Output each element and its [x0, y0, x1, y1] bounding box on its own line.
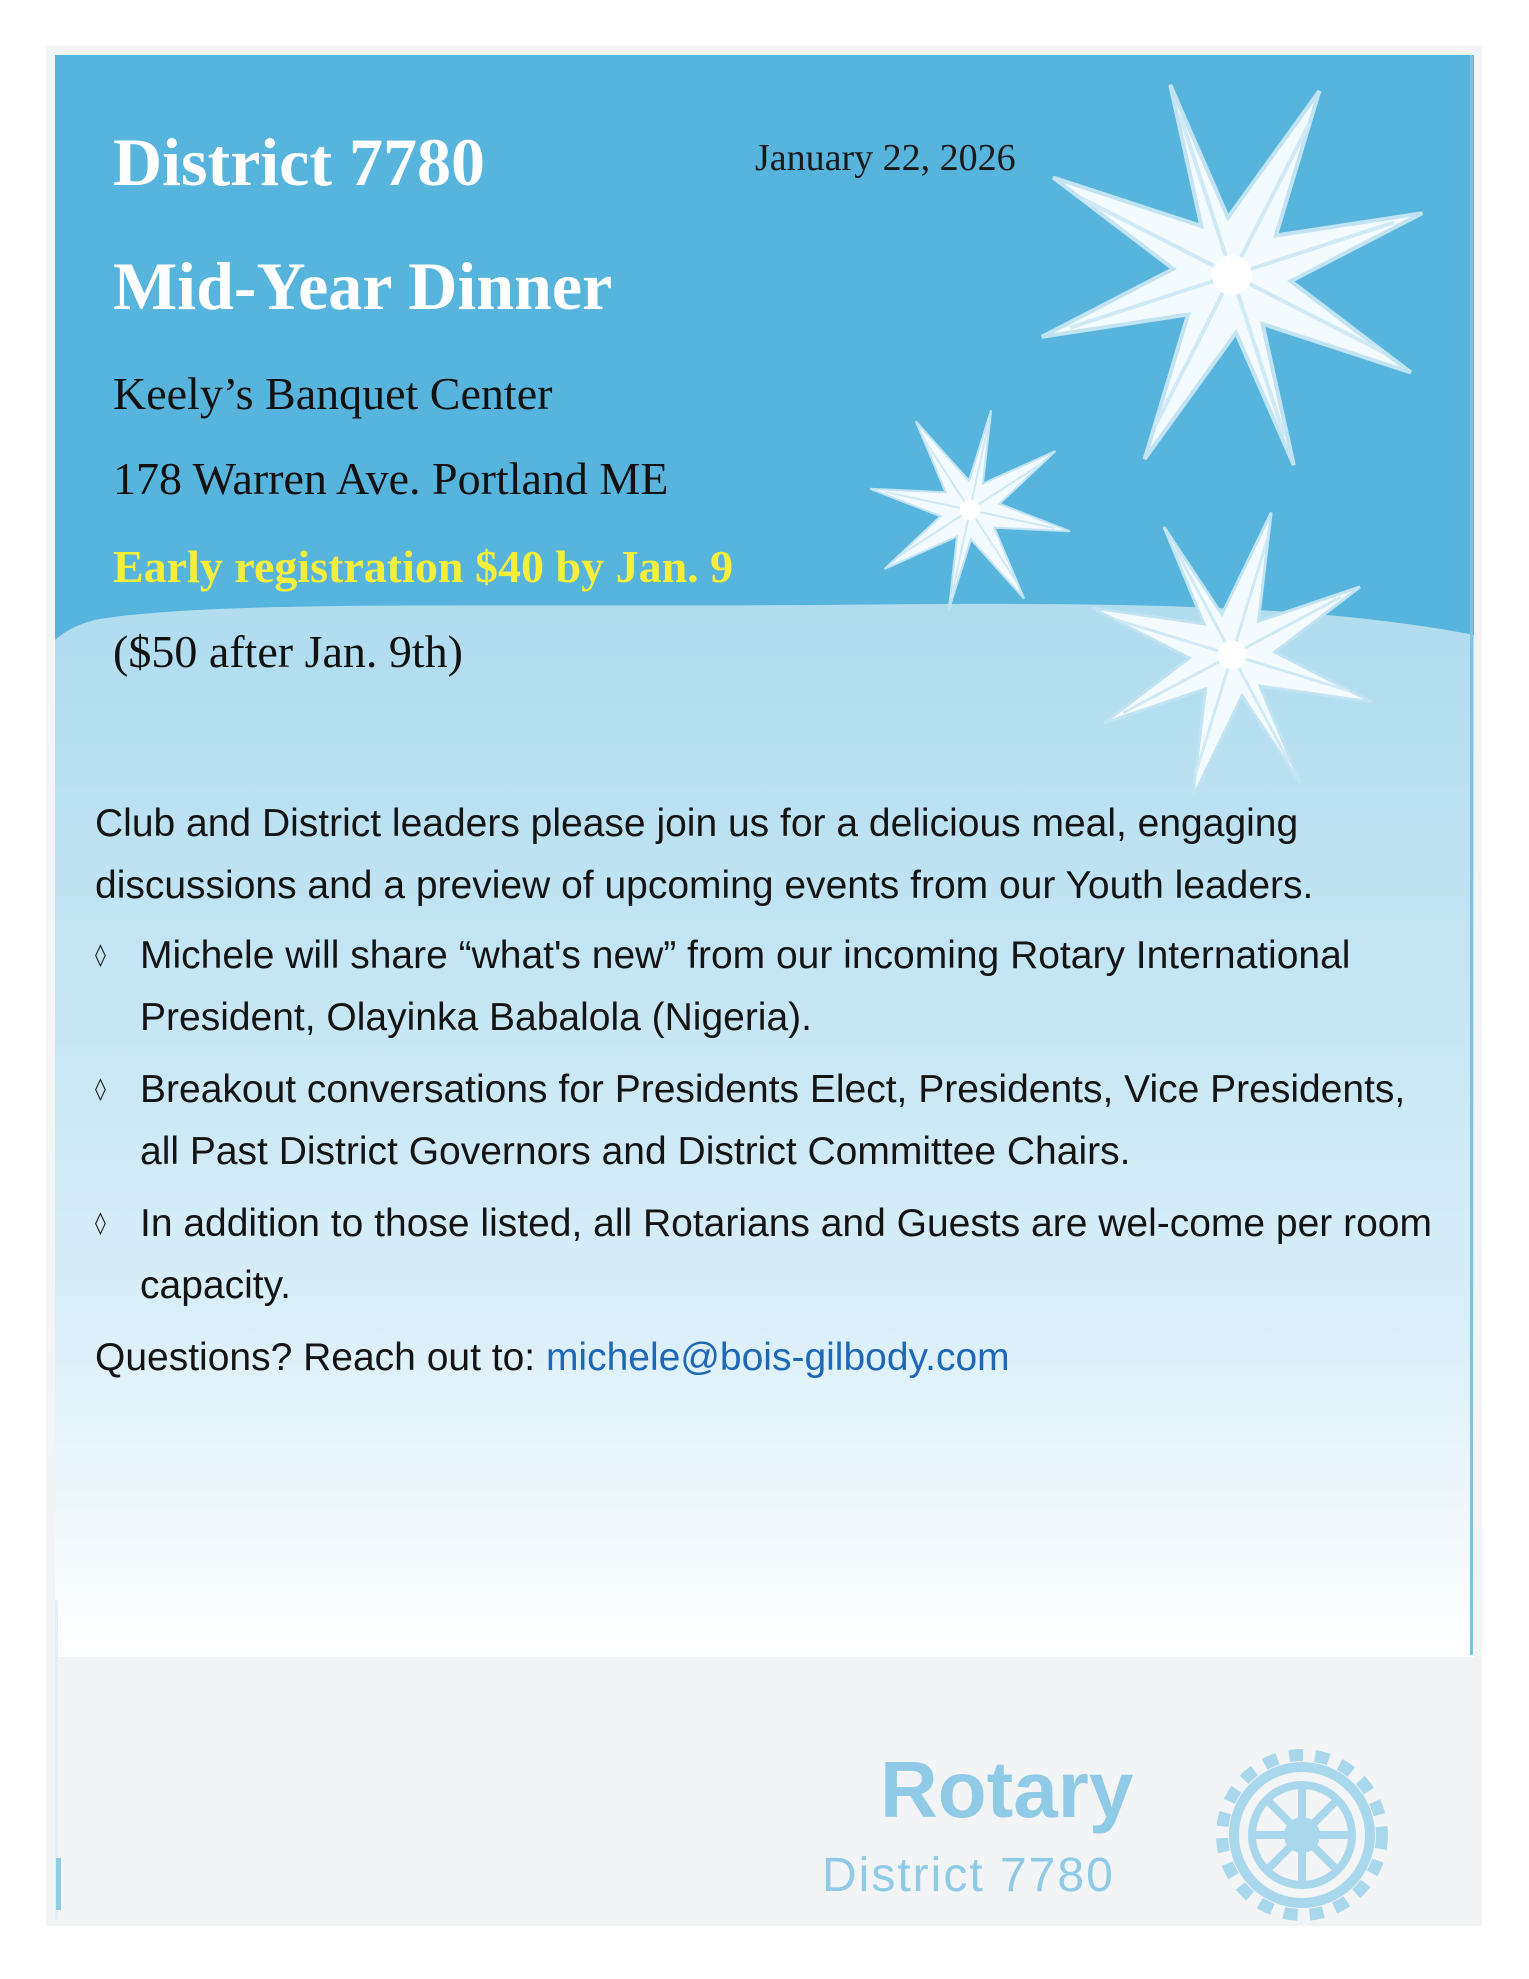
highlights-list [95, 925, 1455, 1317]
late-registration: ($50 after Jan. 9th) [113, 626, 463, 677]
intro-paragraph: Club and District leaders please join us for a delicious meal, engaging discussions and a preview of upcoming events from our Youth leaders. [95, 802, 1314, 907]
list-item [95, 1059, 1455, 1183]
event-title-line1: District 7780 [113, 124, 486, 200]
event-description [95, 793, 1455, 1389]
bullet-text: Breakout conversations for Presidents Elect, Presidents, Vice Presidents, all Past District Governors and District Committee Chairs. [140, 1068, 1406, 1173]
page-edge-mark [56, 1858, 61, 1910]
list-item [95, 925, 1455, 1049]
diamond-bullet-icon: ◊ [95, 943, 106, 968]
venue-name: Keely’s Banquet Center [113, 368, 553, 419]
event-date: January 22, 2026 [755, 137, 1016, 179]
event-title-line2: Mid-Year Dinner [113, 248, 613, 324]
contact-line [95, 1327, 1455, 1389]
list-item [95, 1193, 1455, 1317]
bullet-text: Michele will share “what's new” from our incoming Rotary International President, Olayinka Babalola (Nigeria). [140, 934, 1351, 1039]
snowflake-medium-icon [1036, 459, 1428, 820]
bullet-text: In addition to those listed, all Rotarians and Guests are wel-come per room capacity. [140, 1202, 1432, 1307]
diamond-bullet-icon: ◊ [95, 1211, 106, 1236]
venue-address: 178 Warren Ave. Portland ME [113, 453, 669, 504]
contact-email-link[interactable]: michele@bois-gilbody.com [545, 1336, 1010, 1379]
contact-prompt: Questions? Reach out to: [95, 1336, 546, 1379]
snowflake-small-icon [849, 389, 1091, 631]
rotary-wheel-icon [1202, 1735, 1402, 1935]
diamond-bullet-icon: ◊ [95, 1077, 106, 1102]
rotary-wordmark: Rotary [880, 1745, 1134, 1834]
early-registration: Early registration $40 by Jan. 9 [113, 541, 734, 592]
rotary-district-label: District 7780 [822, 1849, 1115, 1902]
